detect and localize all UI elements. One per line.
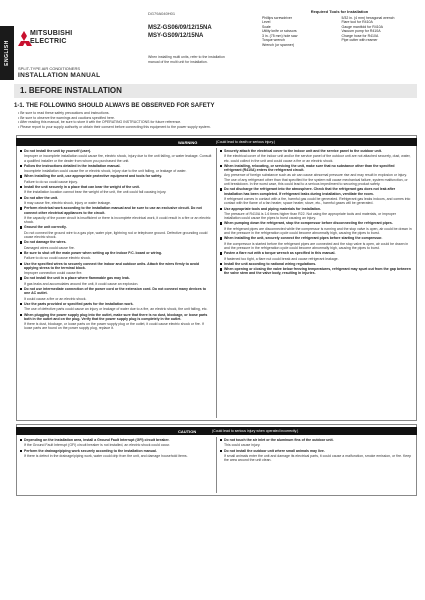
safety-item-text: Failure to do so could cause injury. [24,179,78,184]
caution-column-divider [216,437,217,493]
safety-item-text: If the compressor is started before the refrigerant pipes are connected and the stop valve is open, air could be drawn in and the pressure in the refrigeration cycle could become abnormally high, causing the pipes to burst. [224,241,409,250]
safety-item-text: Do not connect the ground wire to a gas pipe, water pipe, lightning rod or telephone ground. Defective grounding could cause electric shock. [24,230,208,240]
safety-item-text: The pressure of R410A is 1.6 times higher than R22. Not using the appropriate tools and materials, or improper installation could cause the pipes to burst causing an injury. [224,211,396,221]
safety-item-text: If small animals enter the unit and damage its electrical parts, it could cause a malfunction, smoke emission, or fire. Keep the area around the unit clean. [224,453,412,463]
safety-item-text: If the refrigerant pipes are disconnected while the compressor is running and the stop valve is open, air could be drawn in and the pressure in the refrigeration cycle could become abnormally high, causing the pipes to burst. [224,226,412,236]
safety-item-heading: Follow the instructions detailed in the installation manual. [20,164,213,168]
tool-item: Vacuum pump for R410A [341,29,381,33]
safety-item-heading: Do not install the unit in a place where flammable gas may leak. [20,276,213,280]
tool-item: Pipe cutter with reamer [341,38,378,42]
safety-item-heading: Use the parts provided or specified parts for the installation work. [20,302,213,306]
manual-title: INSTALLATION MANUAL [18,72,101,79]
safety-item-text: Improper connection could cause fire. [24,271,83,276]
safety-item-heading: Do not install the unit by yourself (user). [20,149,213,153]
safety-item-text: If fastened too tight, a flare nut could break and cause refrigerant leakage. [224,256,339,261]
safety-item-heading: Do not install the outdoor unit where small animals may live. [220,449,413,453]
safety-item-text: If the Ground Fault Interrupt (GFI) circuit breaker is not installed, an electric shock could occur. [24,443,171,448]
tool-item: 5/32 in. (4 mm) hexagonal wrench [341,15,395,20]
tool-item: Flare tool for R410A [341,20,373,24]
safety-item-heading: Use appropriate tools and piping materials for installation. [220,207,413,211]
multi-unit-note: When installing multi units, refer to the installation manual of the multi unit for installation. [148,55,225,64]
brand-name [30,30,72,46]
safety-item-heading: Fasten a flare nut with a torque wrench as specified in this manual. [220,251,413,255]
warning-bar [16,138,417,146]
safety-item-heading: Install the unit securely in a place that can bear the weight of the unit. [20,185,213,189]
intro-item: • Be sure to observe the warnings and cautions specified here. [18,115,115,120]
caution-desc: (Could lead to serious injury when operated incorrectly.) [212,428,299,433]
language-tab-label: ENGLISH [4,40,10,66]
safety-item-heading: Be sure to shut off the main power when setting up the indoor P.C. board or wiring. [20,251,213,255]
tool-item: Charge hose for R410A [341,33,379,38]
intro-list [18,111,413,129]
safety-item-text: Damaged wires could cause fire. [24,245,75,250]
model-line-2: MSY-GS09/12/15NA [148,33,204,39]
section-banner [14,84,417,98]
safety-item-heading: Ground the unit correctly. [20,225,213,229]
tool-item: Torque wrench [262,38,285,42]
safety-item-heading: When installing the unit, securely connect the refrigerant pipes before starting the compressor. [220,236,413,240]
brand-line1: MITSUBISHI [30,30,73,37]
tools-title: Required Tools for Installation [310,9,369,14]
language-tab [0,26,14,80]
safety-item-heading: Do not damage the wires. [20,240,213,244]
caution-left-column [20,438,213,459]
product-subtitle: SPLIT-TYPE AIR CONDITIONERS [18,66,81,71]
tools-list [262,16,417,48]
safety-item-heading: Securely attach the electrical cover to the indoor unit and the service panel to the outdoor unit. [220,149,413,153]
safety-item-text: If there is dust, blockage, or loose parts on the power supply plug or the outlet, it could cause electric shock or fire. If loose parts are found on the power supply plug, replace it. [24,322,204,331]
warning-column-divider [216,148,217,418]
warning-label: WARNING [178,139,198,145]
warning-left-column [20,149,213,332]
safety-item-heading: When pumping down the refrigerant, stop the compressor before disconnecting the refrigerant pipes. [220,221,413,225]
caution-right-column [220,438,413,463]
safety-item-text: This could cause injury. [224,443,261,448]
safety-item-heading: Perform the drainage/piping work securely according to the installation manual. [20,449,213,453]
tool-item: Utility knife or scissors [262,29,297,33]
safety-item-heading: Do not discharge the refrigerant into the atmosphere. Check that the refrigerant gas does not leak after installation has been completed. If refrigerant leaks during installation, ventilate the room. [220,187,413,196]
model-line-1: MSZ-GS06/09/12/15NA [148,25,212,31]
brand-line2: ELECTRIC [30,38,67,45]
warning-desc: (Could lead to death or serious injury.) [216,139,276,144]
tool-item [342,43,418,48]
tool-item: 3 in. (75 mm) hole saw [262,33,298,38]
safety-item-text: If the capacity of the power circuit is insufficient or there is incomplete electrical work, it could result in a fire or an electric shock. [24,215,211,225]
safety-item-text: If there is defect in the drainage/piping work, water could drip from the unit, and damage household items. [24,453,188,458]
tool-item: Gauge manifold for R410A [341,24,383,29]
safety-item-heading: Do not use intermediate connection of the power cord or the extension cord. Do not connect many devices to one AC outlet. [20,287,213,296]
safety-item-heading: Use the specified wires to securely connect the indoor and outdoor units. Attach the wires firmly to avoid applying stress to the terminal block. [20,262,213,271]
safety-item-text: Improper or incomplete installation could cause fire, electric shock, injury due to the unit falling, or water leakage. Consult a qualified installer or the dealer from whom you purchased the unit. [24,154,212,163]
safety-item-heading: Install the unit according to national wiring regulations. [220,262,413,266]
tool-item: Phillips screwdriver [262,15,292,20]
safety-item-text: It may cause fire, electric shock, injury or water leakage. [24,200,111,205]
safety-item-heading: When installing, relocating, or servicing the unit, make sure that no substance other than the specified refrigerant (R410A) enters the refrigerant circuit. [220,164,413,173]
safety-item-heading: Depending on the installation area, install a Ground Fault Interrupt (GFI) circuit breaker. [20,438,213,442]
caution-label: CAUTION [178,428,197,434]
safety-item-heading: When plugging the power supply plug into the outlet, make sure that there is no dust, blockage, or loose parts both in the outlet and on the plug. Verify that the power supply plug is completely in the outlet. [20,313,213,322]
safety-item-text: Failure to do so could cause electric shock. [24,256,91,261]
tool-item: Level [262,20,271,24]
safety-item-text: If the electrical cover of the indoor unit and/or the service panel of the outdoor unit are not attached securely, dust, water, etc. could collect in the unit and could cause a fire or an electric shock. [224,154,411,163]
safety-item-text: If refrigerant comes in contact with a fire, harmful gas could be generated. Refrigerant gas leaks indoors, and comes into contact with the flame of a fan heater, space heater, stove, etc., harmful gases will be generated. [224,196,411,206]
tool-item: Wrench (or spanner) [262,42,295,47]
subsection-title: 1-1. THE FOLLOWING SHOULD ALWAYS BE OBSERVED FOR SAFETY [14,103,215,109]
safety-item-heading: When installing the unit, use appropriate protective equipment and tools for safety. [20,174,213,178]
intro-item: • Be sure to read these safety precautions and instructions. [18,111,110,115]
safety-item-text: If gas leaks and accumulates around the unit, it could cause an explosion. [24,281,139,286]
section-banner-title: 1. BEFORE INSTALLATION [20,86,122,95]
caution-bar [16,427,417,435]
tool-item: Scale [262,24,271,29]
safety-item-text: If the installation location cannot bear the weight of the unit, the unit could fall causing injury. [24,190,167,195]
safety-item-heading: Do not touch the air inlet or the aluminum fins of the outdoor unit. [220,438,413,442]
safety-item-text: Incomplete installation could cause fire or electric shock, injury due to the unit falling, or leakage of water. [24,169,187,174]
safety-item-heading: Do not alter the unit. [20,196,213,200]
safety-item-text: Any presence of foreign substance such as air can cause abnormal pressure rise and may result in explosion or injury. The use of any refrigerant other than that specified for the system will cause mechanical failure, system malfunction, or unit breakdown. In the worst case, this could lead to a serious impediment to securing product safety. [224,173,408,187]
intro-item: • Please report to your supply authority or obtain their consent before connecting this equipment to the power supply system. [18,124,211,129]
required-tools-box [262,10,417,47]
safety-item-heading: When opening or closing the valve below freezing temperatures, refrigerant may spurt out from the gap between the valve stem and the valve body, resulting in injuries. [220,267,413,276]
safety-item-text: It could cause a fire or an electric shock. [24,296,87,301]
warning-right-column [220,149,413,277]
document-number: DG79A040H01 [148,11,176,16]
safety-item-heading: Perform electrical work according to the installation manual and be sure to use an exclusive circuit. Do not connect other electrical appliances to the circuit. [20,206,213,215]
intro-item: • After reading this manual, be sure to store it with the OPERATING INSTRUCTIONS for future reference. [18,120,182,125]
safety-item-text: The use of defective parts could cause an injury or leakage of water due to a fire, an electric shock, the unit falling, etc. [24,307,208,312]
